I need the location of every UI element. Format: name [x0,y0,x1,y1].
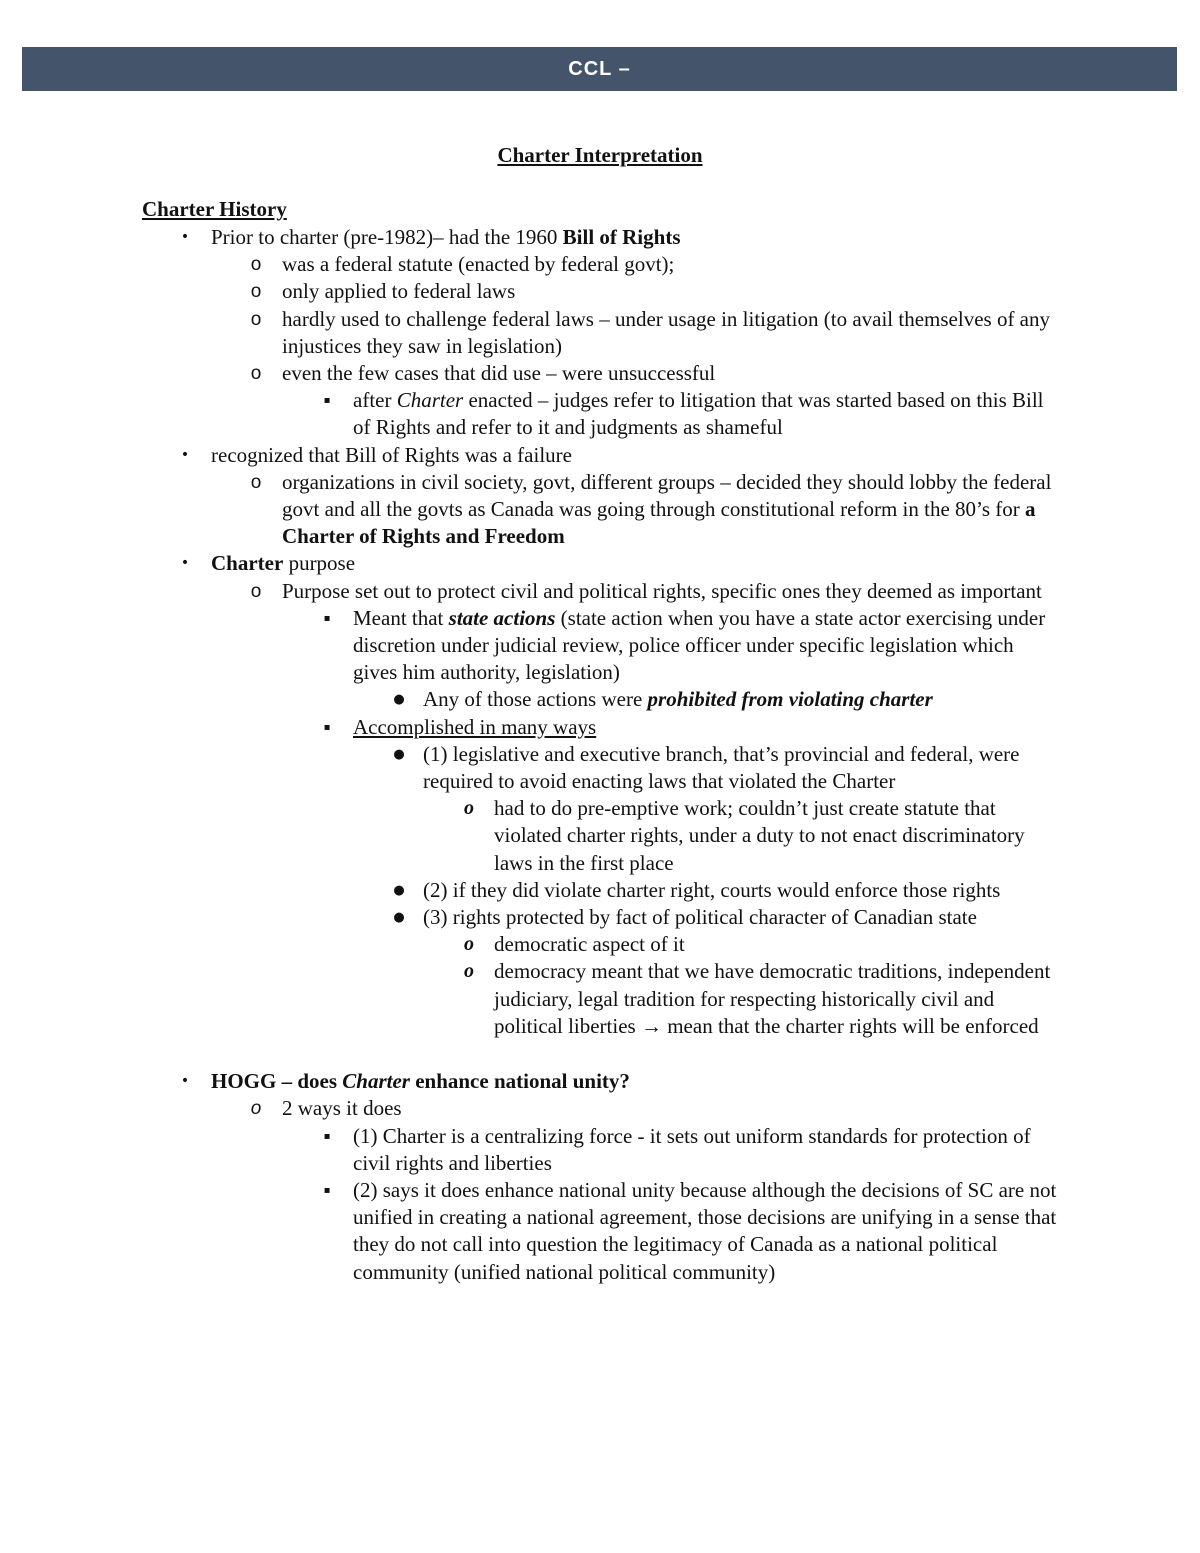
bullet-icon: ▪ [323,612,331,624]
item-text: Any of those actions were [423,687,648,712]
bullet-icon: • [180,446,190,463]
item-text: (3) rights protected by fact of political character of Canadian state [423,905,977,930]
item-text-bold: Charter [211,551,284,576]
item-text-bold: enhance national unity? [409,1069,630,1094]
bullet-icon: o [250,254,262,276]
bullet-icon: o [250,281,262,303]
bullet-icon: o [250,580,262,602]
list-item [323,387,1060,441]
bullet-icon: o [464,960,474,983]
bullet-icon: ● [393,746,405,762]
bullet-icon: ▪ [323,1130,331,1142]
notes-body [0,224,1200,1286]
list-item [464,931,1060,958]
arrow-right-icon: → [640,1013,662,1038]
bullet-icon: ● [393,692,405,708]
spacer [0,1040,1200,1068]
bullet-icon: o [250,1098,262,1120]
item-text: mean that the charter rights will be enforced [661,1013,1039,1038]
item-text: 2 ways it does [282,1096,402,1121]
list-item [180,1068,1070,1095]
list-item [250,278,1060,305]
list-item [250,251,1060,278]
item-text: organizations in civil society, govt, different groups – decided they should lobby the federal govt and all the govts as Canada was going through constitutional reform in the 80’s for [282,469,1052,522]
list-item [180,224,1070,251]
item-text: (2) says it does enhance national unity because although the decisions of SC are not unified in creating a national agreement, those decisions are unifying in a sense that they do not call into question the legitimacy of Canada as a national political community (unified national political community) [353,1177,1057,1284]
list-item [393,877,1060,904]
bullet-icon: o [250,471,262,493]
list-item [464,958,1060,1040]
bullet-icon: o [250,308,262,330]
item-text: purpose [283,551,356,576]
bullet-icon: • [180,229,190,245]
item-text: (2) if they did violate charter right, courts would enforce those rights [423,877,1001,902]
item-text: hardly used to challenge federal laws – under usage in litigation (to avail themselves of any injustices they saw in legislation) [282,306,1051,358]
item-text: democracy meant that we have democratic traditions, independent judiciary, legal tradition for respecting historically civil and political liberties [494,959,1051,1038]
bullet-icon: • [180,1073,190,1090]
item-text: even the few cases that did use – were unsuccessful [282,361,716,386]
list-item [323,1177,1060,1286]
bullet-icon: • [180,555,190,572]
list-item [250,469,1060,551]
list-item [250,578,1060,605]
item-text: had to do pre-emptive work; couldn’t just create statute that violated charter rights, under a duty to not enact discriminatory laws in the first place [494,796,1025,875]
item-text: was a federal statute (enacted by federal govt); [282,252,675,277]
bullet-icon: o [464,933,474,956]
item-text-underlined: Accomplished in many ways [353,714,597,739]
bullet-icon: ▪ [323,395,331,407]
item-text-bold: Bill of Rights [562,225,681,249]
bullet-icon: ● [393,882,405,898]
list-item [464,795,1060,877]
item-text: (state action when you have a state actor exercising under discretion under judicial review, police officer under specific legislation which gives him authority, legislation) [353,605,1046,685]
list-item [250,360,1060,387]
list-item [393,904,1060,931]
list-item [393,741,1060,795]
item-text: recognized that Bill of Rights was a failure [211,442,572,467]
item-text: Purpose set out to protect civil and political rights, specific ones they deemed as important [282,578,1042,603]
item-text: Meant that [353,605,449,630]
header-title: CCL – [568,57,631,80]
item-text: democratic aspect of it [494,932,685,957]
item-text-bold-italic: prohibited from violating charter [647,687,933,712]
bullet-icon: ▪ [323,1184,331,1196]
list-item [323,605,1060,687]
list-item [323,714,1060,741]
section-heading: Charter History [142,197,287,221]
list-item [180,550,1070,577]
bullet-icon: o [464,797,474,820]
item-text: (1) Charter is a centralizing force - it sets out uniform standards for protection of civil rights and liberties [353,1123,1031,1175]
item-text-bold-italic: state actions [448,605,556,630]
document-title: Charter Interpretation [497,143,703,167]
item-text: enacted – judges refer to litigation that was started based on this Bill of Rights and refer to it and judgments as shameful [353,388,1044,440]
list-item [250,306,1060,360]
item-text-italic: Charter [396,388,464,413]
list-item [393,686,1060,713]
item-text: after [353,388,397,413]
bullet-icon: ▪ [323,721,331,733]
item-text-bold: HOGG – does [211,1069,343,1094]
header-bar [22,47,1177,91]
bullet-icon: ● [393,910,405,926]
item-text: only applied to federal laws [282,279,516,304]
item-text-bold-italic: Charter [342,1069,410,1094]
list-item [180,442,1070,469]
item-text: (1) legislative and executive branch, that’s provincial and federal, were required to avoid enacting laws that violated the Charter [423,741,1020,794]
list-item [250,1095,1060,1122]
bullet-icon: o [250,363,262,385]
list-item [323,1123,1060,1177]
item-text: Prior to charter (pre-1982)– had the 1960 [211,225,563,249]
item-text-bold: a Charter of Rights and Freedom [282,497,1036,549]
